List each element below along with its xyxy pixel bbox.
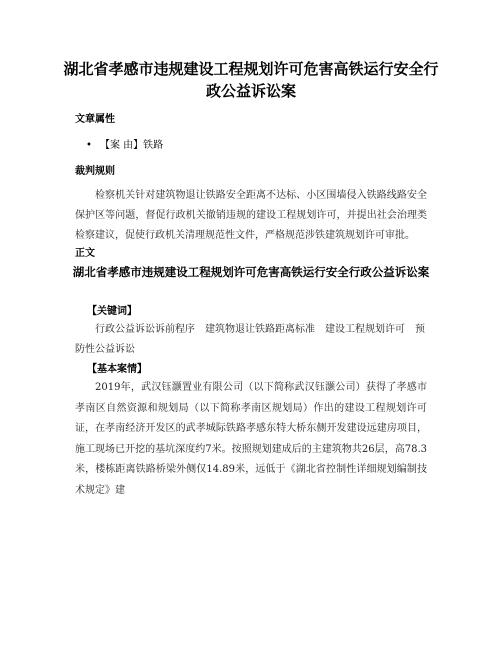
keyword: 建筑物退让铁路距离标准 (205, 324, 315, 335)
case-cause: 【案 由】铁路 (100, 140, 164, 151)
keyword: 建设工程规划许可 (325, 324, 405, 335)
keywords-heading: 【关键词】 (87, 306, 137, 317)
section-heading-rules: 裁判规则 (75, 166, 115, 177)
keyword: 行政公益诉讼诉前程序 (95, 324, 195, 335)
rules-paragraph: 检察机关针对建筑物退让铁路安全距离不达标、小区围墙侵入铁路线路安全保护区等问题，督促行政机关撤销违规的建设工程规划许可，并提出社会治理类检察建议，促使行政机关清理规范性文件，严格规范涉铁建筑规划许可审批。 (75, 190, 427, 241)
attribute-list-item (86, 136, 163, 151)
keywords-list (75, 320, 427, 360)
keyword: 预防性公益诉讼 (75, 324, 425, 355)
document-title: 湖北省孝感市违规建设工程规划许可危害高铁运行安全行政公益诉讼案 (63, 60, 439, 100)
section-heading-attributes: 文章属性 (75, 114, 115, 125)
article-title: 湖北省孝感市违规建设工程规划许可危害高铁运行安全行政公益诉讼案 (72, 265, 430, 279)
facts-paragraph: 2019年，武汉钰灏置业有限公司（以下简称武汉钰灏公司）获得了孝感市孝南区自然资源和规划局（以下简称孝南区规划局）作出的建设工程规划许可证，在孝南经济开发区的武孝城际铁路孝感东特大桥东侧开发建设远建房项目，施工现场已开挖的基坑深度约7米。按照规划建成后的主建筑物共26层，高78.3米，楼栋距离铁路桥梁外侧仅14.89米，远低于《湖北省控制性详细规划编制技术规定》建 (75, 382, 427, 496)
bullet-icon: • (86, 140, 92, 151)
facts-heading: 【基本案情】 (87, 364, 147, 375)
section-heading-body: 正文 (75, 248, 95, 259)
